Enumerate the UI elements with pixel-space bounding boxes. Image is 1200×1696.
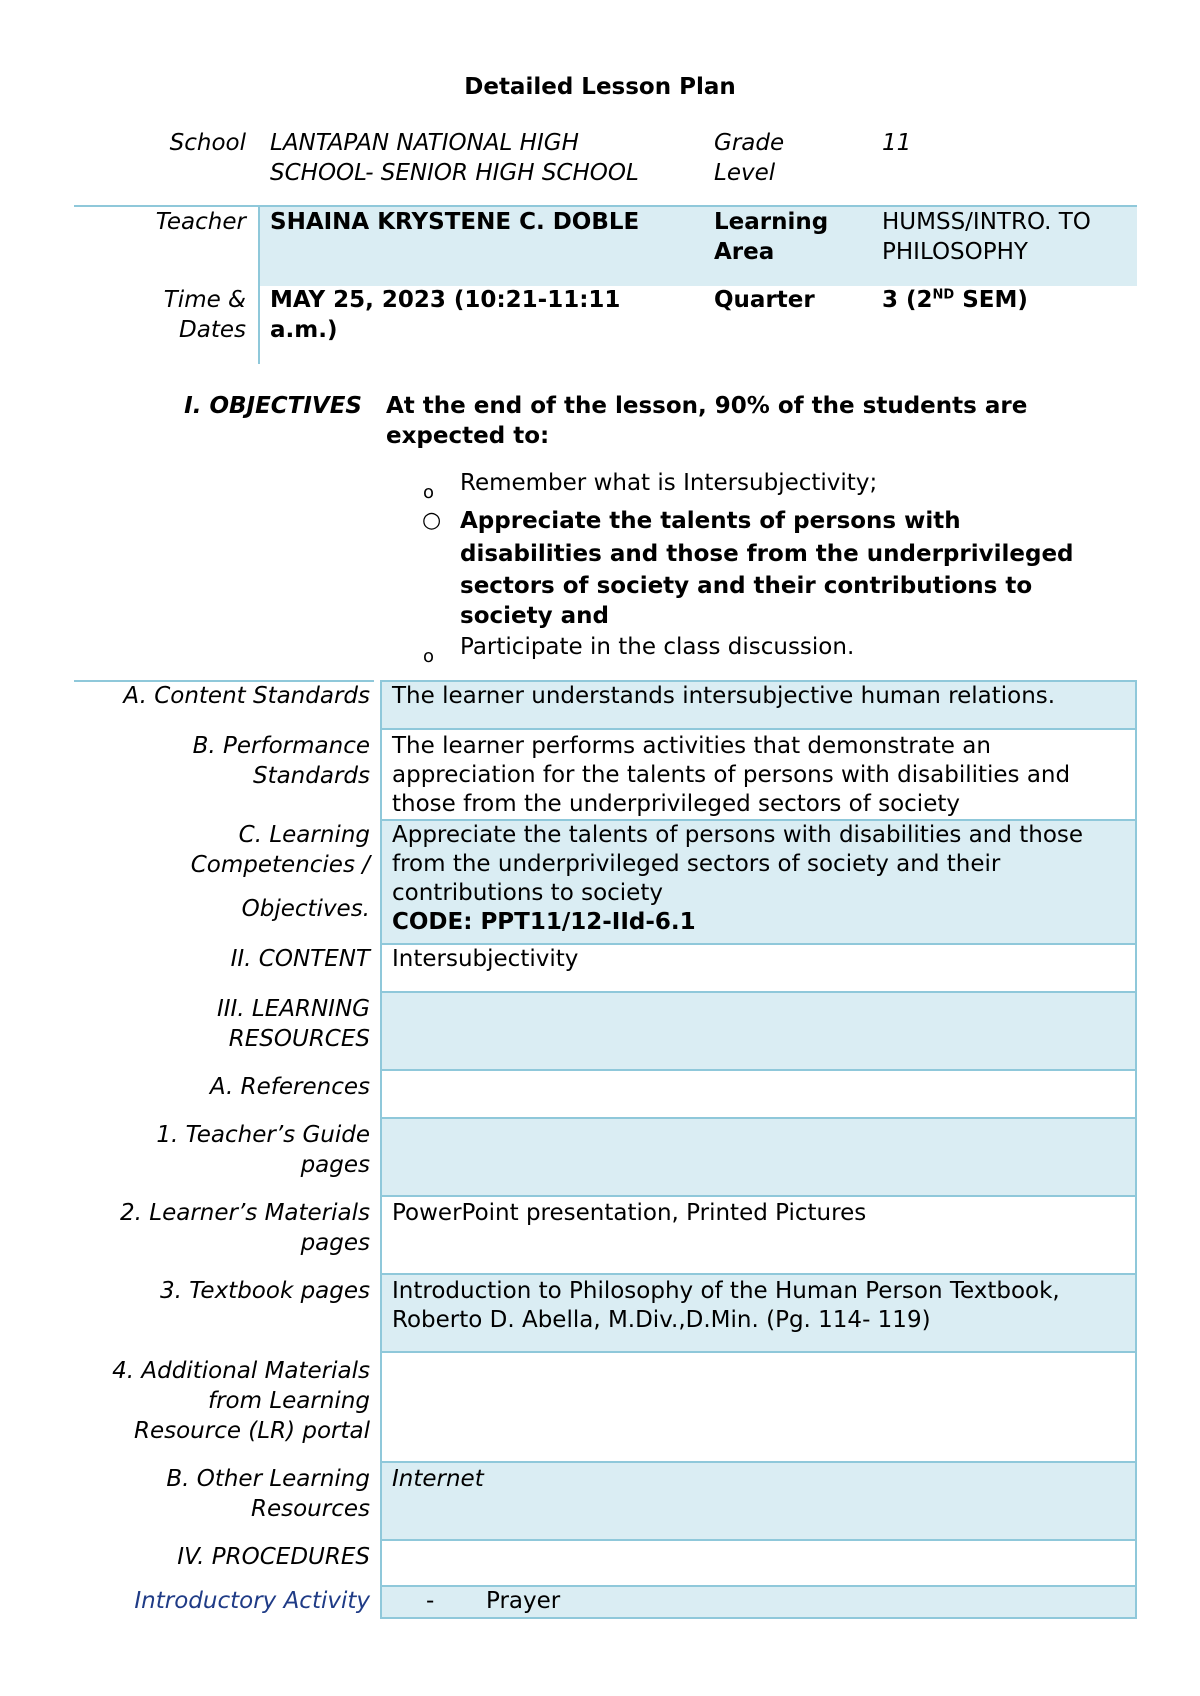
grade-value: 11	[882, 130, 912, 156]
table-row	[74, 1070, 1136, 1118]
bullet-icon: o	[423, 482, 435, 503]
additional-materials-label: 4. Additional Materials from Learning Resource (LR) portal	[112, 1358, 370, 1444]
table-row	[74, 944, 1136, 992]
performance-standards-value: The learner performs activities that demonstrate an appreciation for the talents of persons with disabilities and those from the underprivileged sectors of society	[381, 729, 1136, 820]
performance-standards-label: B. Performance Standards	[192, 733, 370, 789]
content-standards-label: A. Content Standards	[123, 683, 370, 709]
table-row	[74, 729, 1136, 820]
learners-materials-label: 2. Learner’s Materials pages	[120, 1200, 370, 1256]
time-value-line1: MAY 25, 2023 (10:21-11:11	[270, 287, 621, 313]
table-row	[74, 1118, 1136, 1196]
content-value: Intersubjectivity	[381, 944, 1136, 992]
school-label: School	[169, 130, 246, 156]
quarter-value: 3 (2ND SEM)	[882, 287, 1028, 313]
table-row	[74, 820, 1136, 944]
area-label-line1: Learning	[714, 209, 829, 235]
objectives-label: I. OBJECTIVES	[184, 393, 362, 419]
time-label-line1: Time &	[163, 287, 246, 313]
objectives-intro-line2: expected to:	[386, 423, 550, 449]
textbook-pages-label: 3. Textbook pages	[159, 1278, 370, 1304]
objectives-intro-line1: At the end of the lesson, 90% of the students are	[386, 393, 1028, 419]
table-row	[74, 1540, 1136, 1586]
area-label-line2: Area	[714, 239, 775, 265]
table-row	[74, 1352, 1136, 1462]
other-resources-value: Internet	[381, 1462, 1136, 1540]
time-value-line2: a.m.)	[270, 317, 338, 343]
learning-resources-value	[381, 992, 1136, 1070]
learning-competencies-value: Appreciate the talents of persons with disabilities and those from the underprivileged sectors of society and their contributions to society CODE: PPT11/12-IId-6.1	[381, 820, 1136, 944]
school-value-line2: SCHOOL- SENIOR HIGH SCHOOL	[270, 160, 639, 186]
teacher-value: SHAINA KRYSTENE C. DOBLE	[270, 209, 640, 235]
dash-bullet: -	[426, 1588, 435, 1614]
teachers-guide-label: 1. Teacher’s Guide pages	[156, 1122, 370, 1178]
bullet-icon: ○	[422, 508, 442, 533]
content-label: II. CONTENT	[230, 946, 370, 972]
table-row	[74, 1274, 1136, 1352]
references-label: A. References	[209, 1074, 370, 1100]
additional-materials-value	[381, 1352, 1136, 1462]
teachers-guide-value	[381, 1118, 1136, 1196]
objective-item-2: Appreciate the talents of persons with disabilities and those from the underprivileged sectors of society and their contributions to society and	[460, 508, 1074, 629]
introductory-activity-label: Introductory Activity	[134, 1588, 370, 1614]
table-row	[74, 992, 1136, 1070]
content-standards-value: The learner understands intersubjective human relations.	[381, 681, 1136, 729]
table-row	[74, 1196, 1136, 1274]
header-vertical-divider	[258, 207, 260, 364]
table-row	[74, 1462, 1136, 1540]
page-title: Detailed Lesson Plan	[464, 74, 736, 100]
learning-resources-label: III. LEARNING RESOURCES	[216, 996, 370, 1052]
lesson-plan-table	[74, 680, 1137, 1619]
learners-materials-value: PowerPoint presentation, Printed Pictures	[381, 1196, 1136, 1274]
quarter-label: Quarter	[714, 287, 815, 313]
textbook-pages-value: Introduction to Philosophy of the Human Person Textbook, Roberto D. Abella, M.Div.,D.Min. (Pg. 114- 119)	[381, 1274, 1136, 1352]
procedures-label: IV. PROCEDURES	[177, 1544, 370, 1570]
references-value	[381, 1070, 1136, 1118]
procedures-value	[381, 1540, 1136, 1586]
objective-item-1: Remember what is Intersubjectivity;	[460, 470, 878, 496]
area-value-line1: HUMSS/INTRO. TO	[882, 209, 1091, 235]
competency-code: CODE: PPT11/12-IId-6.1	[392, 909, 696, 935]
area-value-line2: PHILOSOPHY	[882, 239, 1028, 265]
other-resources-label: B. Other Learning Resources	[166, 1466, 370, 1522]
grade-label-line2: Level	[714, 160, 776, 186]
table-row	[74, 1586, 1136, 1618]
introductory-activity-value: - Prayer	[381, 1586, 1136, 1618]
teacher-label: Teacher	[155, 209, 246, 235]
grade-label-line1: Grade	[714, 130, 785, 156]
school-value-line1: LANTAPAN NATIONAL HIGH	[270, 130, 579, 156]
table-row	[74, 681, 1136, 729]
learning-competencies-label: C. Learning Competencies / Objectives.	[190, 822, 370, 922]
bullet-icon: o	[423, 646, 435, 667]
time-label-line2: Dates	[179, 317, 246, 343]
objective-item-3: Participate in the class discussion.	[460, 634, 855, 660]
